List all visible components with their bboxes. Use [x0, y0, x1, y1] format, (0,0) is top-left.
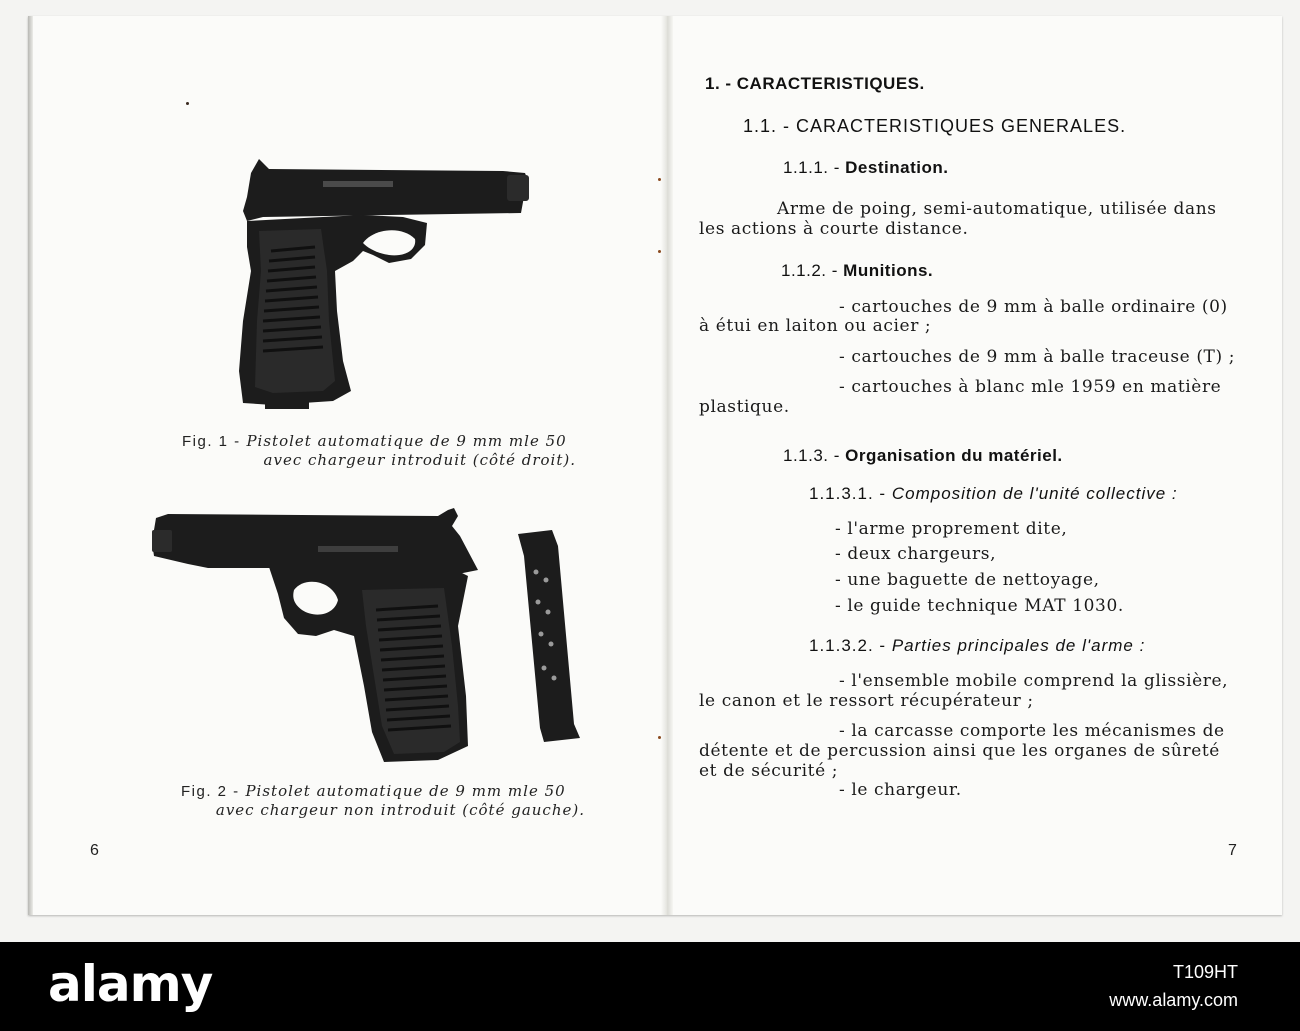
figure-2-label: Fig. 2 - — [181, 783, 240, 800]
parties-item-2: - la carcasse comporte les mécanismes de — [839, 721, 1225, 741]
figure-1-caption-line1: Pistolet automatique de 9 mm mle 50 — [246, 432, 567, 450]
figure-2-caption-line1: Pistolet automatique de 9 mm mle 50 — [245, 782, 566, 800]
heading-destination — [783, 158, 948, 178]
heading-title: Composition de l'unité collective : — [891, 484, 1178, 503]
parties-item-1: - l'ensemble mobile comprend la glissière, — [839, 671, 1229, 691]
paper-speck — [658, 178, 661, 181]
munitions-item-2: - cartouches de 9 mm à balle traceuse (T) ; — [839, 347, 1236, 367]
paper-speck — [186, 102, 189, 105]
munitions-item-3-cont: plastique. — [699, 397, 790, 417]
pistol-slide — [243, 159, 529, 221]
heading-title: Munitions. — [843, 261, 934, 280]
composition-item: - une baguette de nettoyage, — [835, 570, 1100, 590]
destination-paragraph — [699, 199, 1239, 239]
munitions-item-3: - cartouches à blanc mle 1959 en matière — [839, 377, 1222, 397]
pistol-left-side-icon — [148, 506, 608, 776]
figure-2-caption-line2: avec chargeur non introduit (côté gauche). — [215, 801, 585, 819]
heading-title: Organisation du matériel. — [845, 446, 1063, 465]
book-spine — [661, 16, 673, 915]
figure-2-caption — [181, 782, 591, 820]
heading-number: 1.1.3.1. - — [809, 484, 887, 503]
site-url: www.alamy.com — [1109, 990, 1238, 1010]
heading-number: 1.1.3. - — [783, 446, 840, 465]
right-page — [673, 16, 1282, 915]
paper-speck — [658, 736, 661, 739]
paper-speck — [658, 250, 661, 253]
alamy-logo: alamy — [48, 955, 213, 1013]
paragraph-line: Arme de poing, semi-automatique, utilisée dans — [777, 199, 1217, 219]
page-number-right: 7 — [1228, 842, 1237, 859]
subsection-heading-generales: 1.1. - CARACTERISTIQUES GENERALES. — [743, 116, 1127, 136]
page-number-left: 6 — [90, 842, 99, 859]
image-id: T109HT — [1172, 962, 1238, 982]
pistol-right-side-icon — [203, 151, 543, 421]
heading-number: 1.1.2. - — [781, 261, 838, 280]
heading-title: Destination. — [845, 158, 949, 177]
composition-item: - deux chargeurs, — [835, 544, 997, 564]
parties-item-3: - le chargeur. — [839, 780, 962, 800]
figure-1-caption-line2: avec chargeur introduit (côté droit). — [263, 451, 576, 469]
heading-number: 1.1.1. - — [783, 158, 840, 177]
figure-1-label: Fig. 1 - — [182, 433, 241, 450]
heading-composition — [809, 484, 1178, 504]
heading-title: Parties principales de l'arme : — [891, 636, 1146, 655]
open-booklet — [28, 16, 1282, 915]
parties-item-2-cont: détente et de percussion ainsi que les organes de sûreté — [699, 741, 1220, 761]
parties-item-1-cont: le canon et le ressort récupérateur ; — [699, 691, 1034, 711]
pistol-grip-panel — [255, 229, 335, 393]
munitions-item-1: - cartouches de 9 mm à balle ordinaire (0) — [839, 297, 1228, 317]
figure-1-caption — [182, 432, 582, 470]
heading-munitions — [781, 261, 933, 281]
parties-item-2-cont: et de sécurité ; — [699, 761, 839, 781]
left-page — [28, 16, 661, 915]
paragraph-line: les actions à courte distance. — [699, 219, 969, 239]
munitions-item-1-cont: à étui en laiton ou acier ; — [699, 316, 932, 336]
composition-item: - le guide technique MAT 1030. — [835, 596, 1124, 616]
heading-organisation — [783, 446, 1063, 466]
composition-item: - l'arme proprement dite, — [835, 519, 1068, 539]
magazine-base — [265, 395, 309, 409]
magazine-icon — [518, 530, 580, 742]
heading-parties — [809, 636, 1145, 656]
section-heading-caracteristiques: 1. - CARACTERISTIQUES. — [705, 74, 925, 93]
heading-number: 1.1.3.2. - — [809, 636, 887, 655]
